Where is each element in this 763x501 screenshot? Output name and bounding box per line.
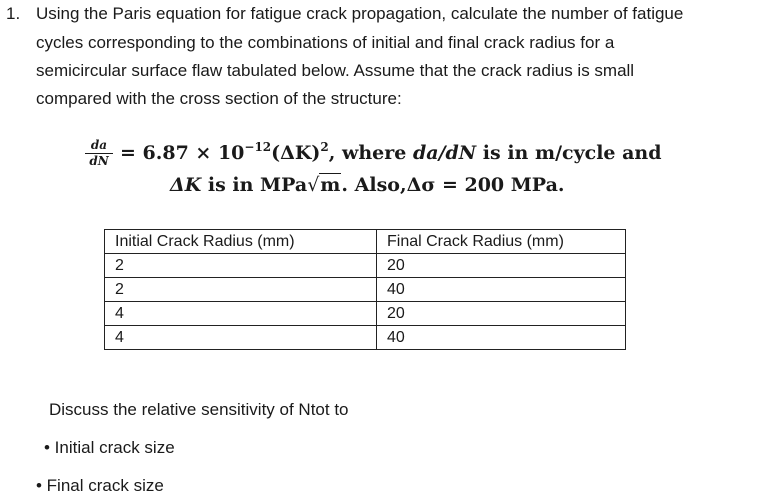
- eq-coefficient: = 6.87 × 10: [120, 142, 245, 164]
- fraction-numerator: da: [90, 138, 108, 152]
- cell-initial: 4: [105, 326, 377, 350]
- cell-initial: 4: [105, 302, 377, 326]
- cell-final: 40: [377, 326, 626, 350]
- header-final-radius: Final Crack Radius (mm): [377, 230, 626, 254]
- eq-where: , where: [328, 142, 413, 164]
- cell-initial: 2: [105, 278, 377, 302]
- eq-units: is in m/cycle and: [476, 142, 662, 164]
- eq-stress-range: . Also,Δσ = 200 MPa.: [341, 174, 565, 196]
- cell-final: 40: [377, 278, 626, 302]
- equation-line-1: [120, 140, 662, 164]
- eq-units-2: is in MPa: [201, 174, 308, 196]
- eq-square: 2: [320, 140, 329, 154]
- discussion-prompt: Discuss the relative sensitivity of Ntot to: [49, 400, 349, 419]
- question-line-1: Using the Paris equation for fatigue crack propagation, calculate the number of fatigue: [36, 4, 684, 23]
- cell-final: 20: [377, 254, 626, 278]
- table-row: [105, 254, 626, 278]
- table-row: [105, 326, 626, 350]
- fraction-denominator: dN: [89, 154, 109, 168]
- question-line-3: semicircular surface flaw tabulated below. Assume that the crack radius is small: [36, 61, 635, 80]
- eq-exponent: −12: [244, 140, 272, 154]
- cell-initial: 2: [105, 254, 377, 278]
- eq-delta-k-var: ΔK: [170, 174, 202, 196]
- bullet-final-crack-size: • Final crack size: [36, 476, 164, 495]
- paris-fraction: [85, 139, 113, 168]
- equation-line-2: ΔK is in MPa√m. Also,Δσ = 200 MPa.: [170, 174, 565, 196]
- eq-delta-k: (ΔK): [271, 142, 321, 164]
- eq-sqrt-m: m: [320, 174, 341, 196]
- table-header-row: [105, 230, 626, 254]
- question-number: 1.: [6, 4, 21, 23]
- bullet-initial-crack-size: • Initial crack size: [44, 438, 175, 457]
- question-line-2: cycles corresponding to the combinations of initial and final crack radius for a: [36, 33, 615, 52]
- table-row: [105, 278, 626, 302]
- crack-radius-table: [104, 229, 626, 350]
- question-line-4: compared with the cross section of the structure:: [36, 89, 402, 108]
- table-row: [105, 302, 626, 326]
- cell-final: 20: [377, 302, 626, 326]
- header-initial-radius: Initial Crack Radius (mm): [105, 230, 377, 254]
- eq-rate-var: da/dN: [412, 142, 477, 164]
